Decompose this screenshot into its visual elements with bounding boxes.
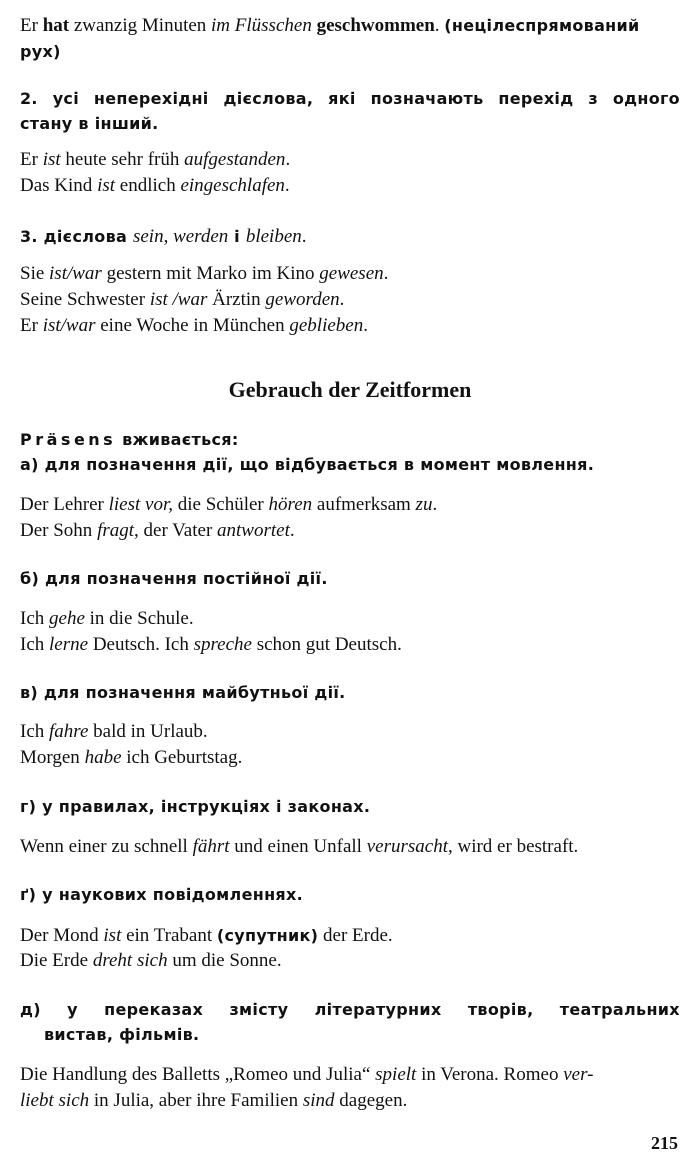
usage-a-example-1: Der Lehrer liest vor, die Schüler hören aufmerksam zu. [20, 494, 438, 515]
usage-v-example-2: Morgen habe ich Geburtstag. [20, 747, 243, 768]
usage-g-example-2: Die Erde dreht sich um die Sonne. [20, 950, 282, 971]
rule-3-heading: 3. дієслова sein, werden і bleiben. [20, 226, 307, 247]
usage-h-heading: г) у правилах, інструкціях і законах. [20, 797, 371, 816]
usage-v-heading: в) для позначення майбутньої дії. [20, 683, 346, 702]
intro-line-1: Er hat zwanzig Minuten im Flüsschen geschwommen. (нецілеспрямований [20, 15, 640, 36]
praesens-intro: Präsens вживається: [20, 430, 239, 449]
usage-b-example-2: Ich lerne Deutsch. Ich spreche schon gut Deutsch. [20, 634, 402, 655]
usage-b-example-1: Ich gehe in die Schule. [20, 608, 194, 629]
rule-2-example-2: Das Kind ist endlich eingeschlafen. [20, 175, 290, 196]
rule-3-example-3: Er ist/war eine Woche in München geblieben. [20, 315, 368, 336]
rule-3-example-2: Seine Schwester ist /war Ärztin geworden. [20, 289, 345, 310]
usage-d-heading-line-1: д) у переказах змісту літературних творів, театральних [20, 1000, 680, 1019]
intro-line-2: рух) [20, 42, 61, 61]
usage-d-example-1: Die Handlung des Balletts „Romeo und Julia“ spielt in Verona. Romeo ver- [20, 1064, 594, 1085]
usage-a-example-2: Der Sohn fragt, der Vater antwortet. [20, 520, 295, 541]
usage-v-example-1: Ich fahre bald in Urlaub. [20, 721, 208, 742]
page-number: 215 [651, 1133, 678, 1153]
usage-h-example-1: Wenn einer zu schnell fährt und einen Unfall verursacht, wird er bestraft. [20, 836, 579, 857]
usage-d-example-2: liebt sich in Julia, aber ihre Familien sind dagegen. [20, 1090, 408, 1111]
usage-g-example-1: Der Mond ist ein Trabant (супутник) der Erde. [20, 925, 393, 946]
rule-3-example-1: Sie ist/war gestern mit Marko im Kino gewesen. [20, 263, 389, 284]
usage-g-heading: ґ) у наукових повідомленнях. [20, 885, 304, 904]
rule-2-heading-line-1: 2. усі неперехідні дієслова, які позначають перехід з одного [20, 89, 680, 108]
section-heading: Gebrauch der Zeitformen [228, 377, 472, 402]
usage-b-heading: б) для позначення постійної дії. [20, 569, 328, 588]
usage-d-heading-line-2: вистав, фільмів. [44, 1025, 200, 1044]
rule-2-example-1: Er ist heute sehr früh aufgestanden. [20, 149, 291, 170]
usage-a-heading: а) для позначення дії, що відбувається в момент мовлення. [20, 455, 595, 474]
rule-2-heading-line-2: стану в інший. [20, 114, 159, 133]
